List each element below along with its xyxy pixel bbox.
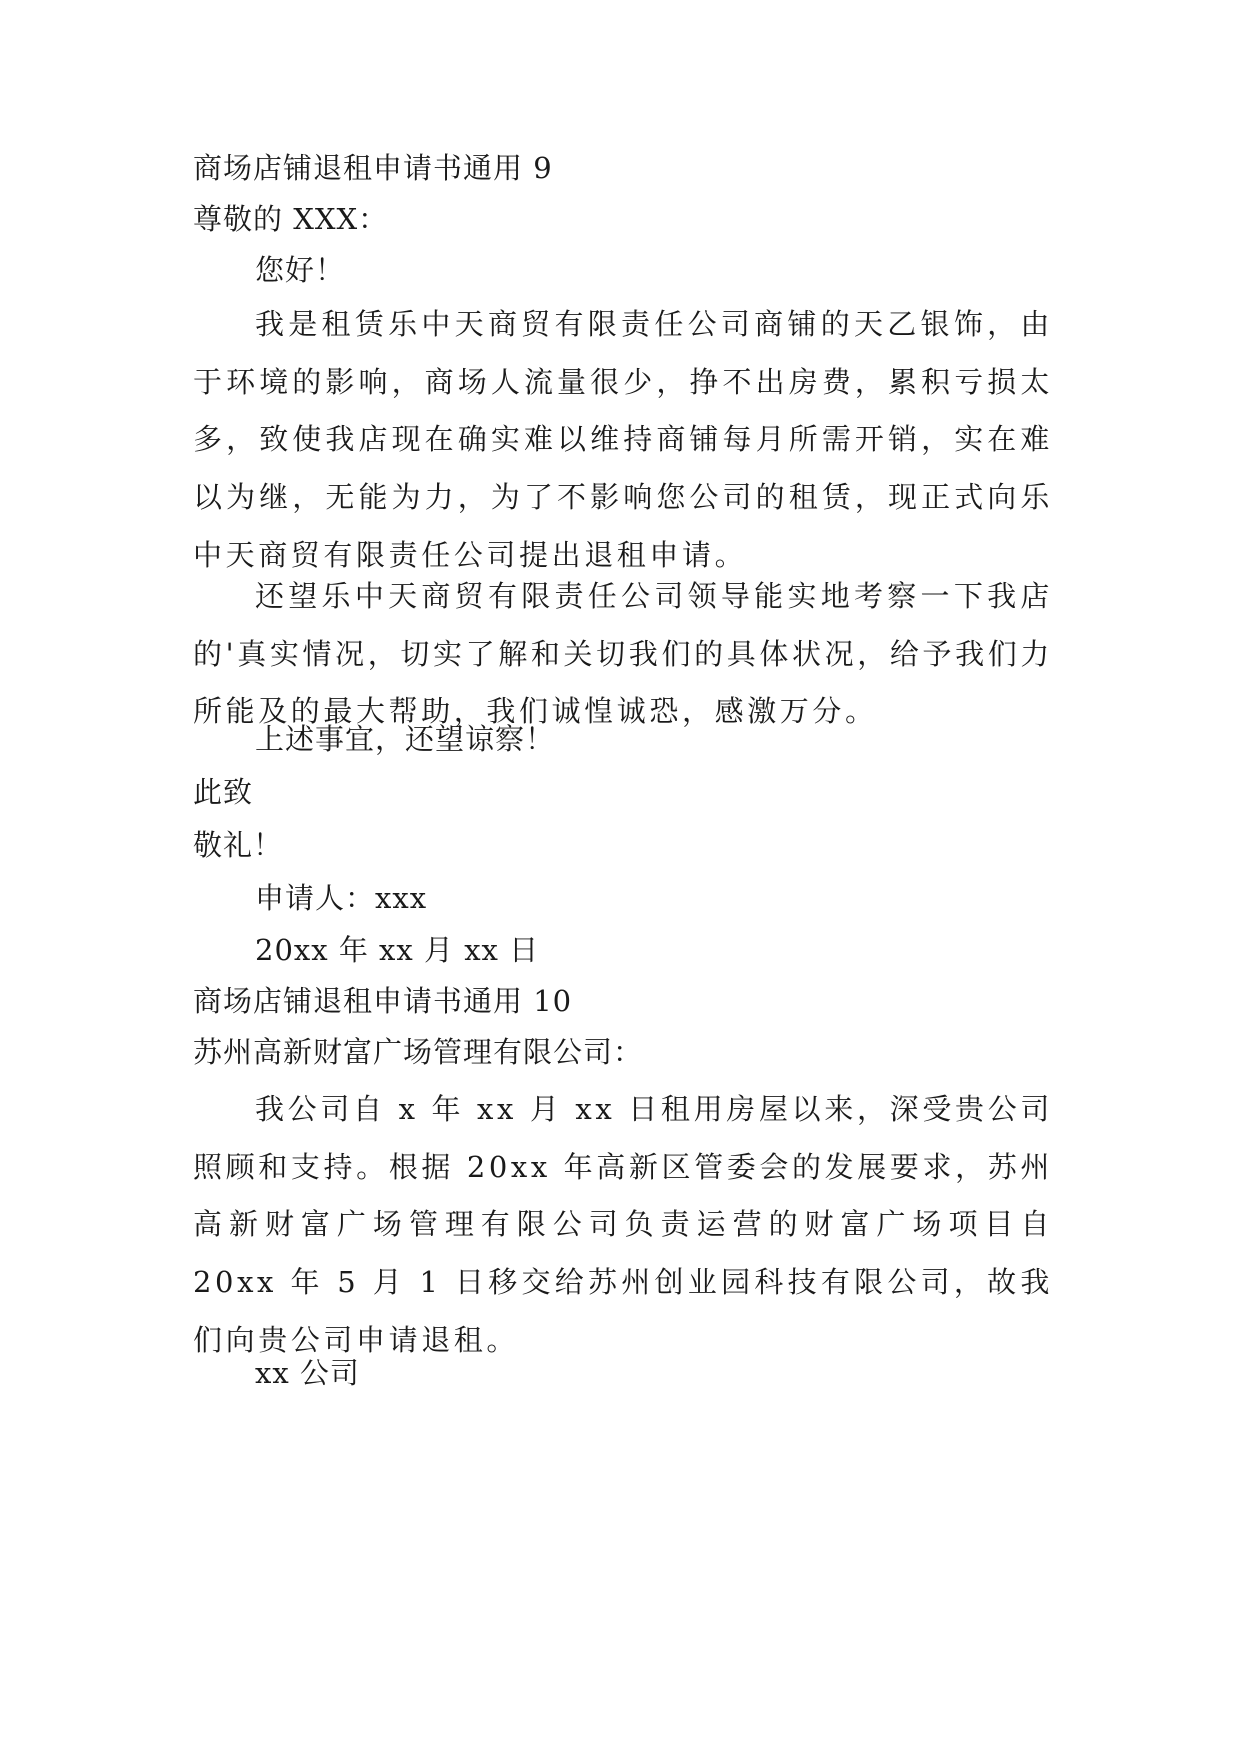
greeting: 您好！ xyxy=(255,253,346,287)
paragraph-1: 我是租赁乐中天商贸有限责任公司商铺的天乙银饰，由于环境的影响，商场人流量很少，挣不出房费，累积亏损太多，致使我店现在确实难以维持商铺每月所需开销，实在难以为继，无能为力，为了不影响您公司的租赁，现正式向乐中天商贸有限责任公司提出退租申请。 xyxy=(193,307,1053,572)
closing-line-2: 敬礼！ xyxy=(193,828,284,862)
paragraph-3: 我公司自 x 年 xx 月 xx 日租用房屋以来，深受贵公司照顾和支持。根据 20xx 年高新区管委会的发展要求，苏州高新财富广场管理有限公司负责运营的财富广场项目自 20xx 年 5 月 1 日移交给苏州创业园科技有限公司，故我们向贵公司申请退租。 xyxy=(193,1092,1053,1357)
section-9-title: 商场店铺退租申请书通用 9 xyxy=(193,151,553,185)
section-10-title: 商场店铺退租申请书通用 10 xyxy=(193,984,573,1018)
salutation: 尊敬的 XXX： xyxy=(193,202,389,236)
applicant: 申请人：xxx xyxy=(255,881,428,915)
paragraph-2: 还望乐中天商贸有限责任公司领导能实地考察一下我店的'真实情况，切实了解和关切我们的具体状况，给予我们力所能及的最大帮助，我们诚惶诚恐，感激万分。 xyxy=(193,579,1053,729)
date: 20xx 年 xx 月 xx 日 xyxy=(255,933,540,967)
closing-request: 上述事宜，还望谅察！ xyxy=(255,722,556,756)
closing-line-1: 此致 xyxy=(193,775,254,809)
addressee: 苏州高新财富广场管理有限公司： xyxy=(193,1035,644,1069)
signature: xx 公司 xyxy=(255,1356,360,1390)
